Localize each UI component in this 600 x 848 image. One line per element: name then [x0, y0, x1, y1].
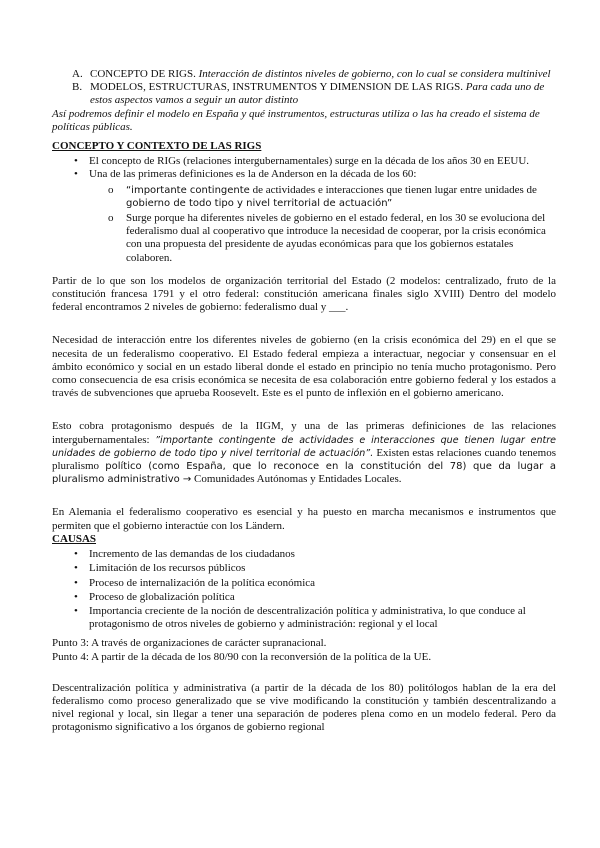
- paragraph-modelos: Partir de lo que son los modelos de organización territorial del Estado (2 modelos: centralizado, fruto de la constitución francesa 1791 y el otro federal: constitución americana finales siglo XVIII) Dentro del modelo federal encontramos 2 niveles de gobierno: federalismo dual y ___.: [52, 274, 556, 314]
- causa-item: • Importancia creciente de la noción de descentralización política y administrativa, lo que conduce al protagonismo de otros niveles de gobierno y administración: regional y el local: [52, 605, 556, 631]
- anderson-quote-end: gobierno de todo tipo y nivel territorial de actuación”: [126, 197, 393, 209]
- outline-item-b: [52, 81, 556, 107]
- paragraph-iigm-end: Comunidades Autónomas y Entidades Locales.: [191, 473, 402, 486]
- concepto-bullet-1: • El concepto de RIGs (relaciones intergubernamentales) surge en la década de los años 30 en EEUU.: [52, 155, 556, 168]
- outline-desc-b: Para cada uno de estos aspectos vamos a seguir un autor distinto: [90, 81, 545, 107]
- concepto-subbullets: [89, 184, 556, 265]
- concepto-bullets: [52, 155, 556, 265]
- outline-list: [52, 68, 556, 108]
- causa-item: • Incremento de las demandas de los ciudadanos: [52, 548, 556, 561]
- anderson-quote-start: “importante contingente: [126, 184, 250, 196]
- outline-desc-a: Interacción de distintos niveles de gobierno, con lo cual se considera multinivel: [198, 68, 551, 80]
- paragraph-necesidad: Necesidad de interacción entre los diferentes niveles de gobierno (en la crisis económica del 29) en el que se necesita de un federalismo cooperativo. El Estado federal empieza a interactuar, negociar y consensuar en el ámbito económico y social en un estado liberal donde el estado en principio no tenía mucho protagonismo. Pero como consecuencia de esa crisis económica se necesita de esa colaboración entre gobierno federal y los estados a través de subvenciones que aprueba Roosevelt. Este es el punto de inflexión en el gobierno americano.: [52, 334, 556, 400]
- causa-item: • Limitación de los recursos públicos: [52, 562, 556, 575]
- causas-list: [52, 548, 556, 631]
- causa-item: • Proceso de globalización política: [52, 591, 556, 604]
- outline-item-a: [52, 68, 556, 81]
- concepto-bullet-2: [52, 168, 556, 264]
- paragraph-iigm-sans: político (como España, que lo reconoce en la constitución del 78) que da lugar a pluralismo administrativo →: [52, 461, 556, 486]
- punto-4: Punto 4: A partir de la década de los 80/90 con la reconversión de la política de la UE.: [52, 650, 432, 663]
- causa-item: • Proceso de internalización de la política económica: [52, 577, 556, 590]
- outline-marker-a: A.: [72, 68, 83, 80]
- paragraph-iigm-start: Esto cobra protagonismo después de la IIGM, y una de las primeras definiciones de las relaciones intergubernamentales:: [52, 420, 556, 446]
- outline-title-b: MODELOS, ESTRUCTURAS, INSTRUMENTOS Y DIMENSION DE LAS RIGS.: [90, 81, 464, 94]
- concepto-subbullet-1: [89, 184, 556, 210]
- outline-marker-b: B.: [72, 81, 83, 94]
- concepto-bullet-2-text: Una de las primeras definiciones es la de Anderson en la década de los 60:: [89, 168, 417, 181]
- anderson-quote-middle: de actividades e interacciones que tienen lugar entre unidades de: [249, 183, 537, 196]
- rigs-definition-quote: ”importante contingente de actividades e interacciones que tienen lugar entre unidades de gobierno de todo tipo y nivel territorial de actuación”.: [52, 434, 556, 459]
- paragraph-iigm: [52, 420, 556, 486]
- intro-italic: Así podremos definir el modelo en España y qué instrumentos, estructuras utiliza o las ha creado el sistema de políticas públicas.: [52, 107, 540, 133]
- concepto-subbullet-2: o Surge porque ha diferentes niveles de gobierno en el estado federal, en los 30 se evoluciona del federalismo dual al cooperativo que introduce la necesidad de cooperar, por la crisis económica con una propuesta del presidente de ayudas económicas para que los gobiernos estatales colaboren.: [89, 212, 556, 265]
- section-heading-causas: CAUSAS: [52, 532, 97, 545]
- paragraph-alemania: En Alemania el federalismo cooperativo es esencial y ha puesto en marcha mecanismos e instrumentos que permiten que el gobierno interactúe con los Ländern.: [52, 506, 556, 532]
- paragraph-descentralizacion: Descentralización política y administrativa (a partir de la década de los 80) politólogos hablan de la era del federalismo como proceso generalizado que se vive modificando la constitución y también descentralizando a nivel regional y local, sin llegar a tener una separación de poderes plena como en un modelo federal. Pero da protagonismo significativo a los órganos de gobierno regional: [52, 681, 556, 734]
- punto-3: Punto 3: A través de organizaciones de carácter supranacional.: [52, 637, 327, 650]
- section-heading-concepto: CONCEPTO Y CONTEXTO DE LAS RIGS: [52, 140, 262, 153]
- paragraph-iigm-middle: Existen estas relaciones cuando tenemos pluralismo: [52, 446, 556, 473]
- outline-title-a: CONCEPTO DE RIGS.: [90, 68, 196, 80]
